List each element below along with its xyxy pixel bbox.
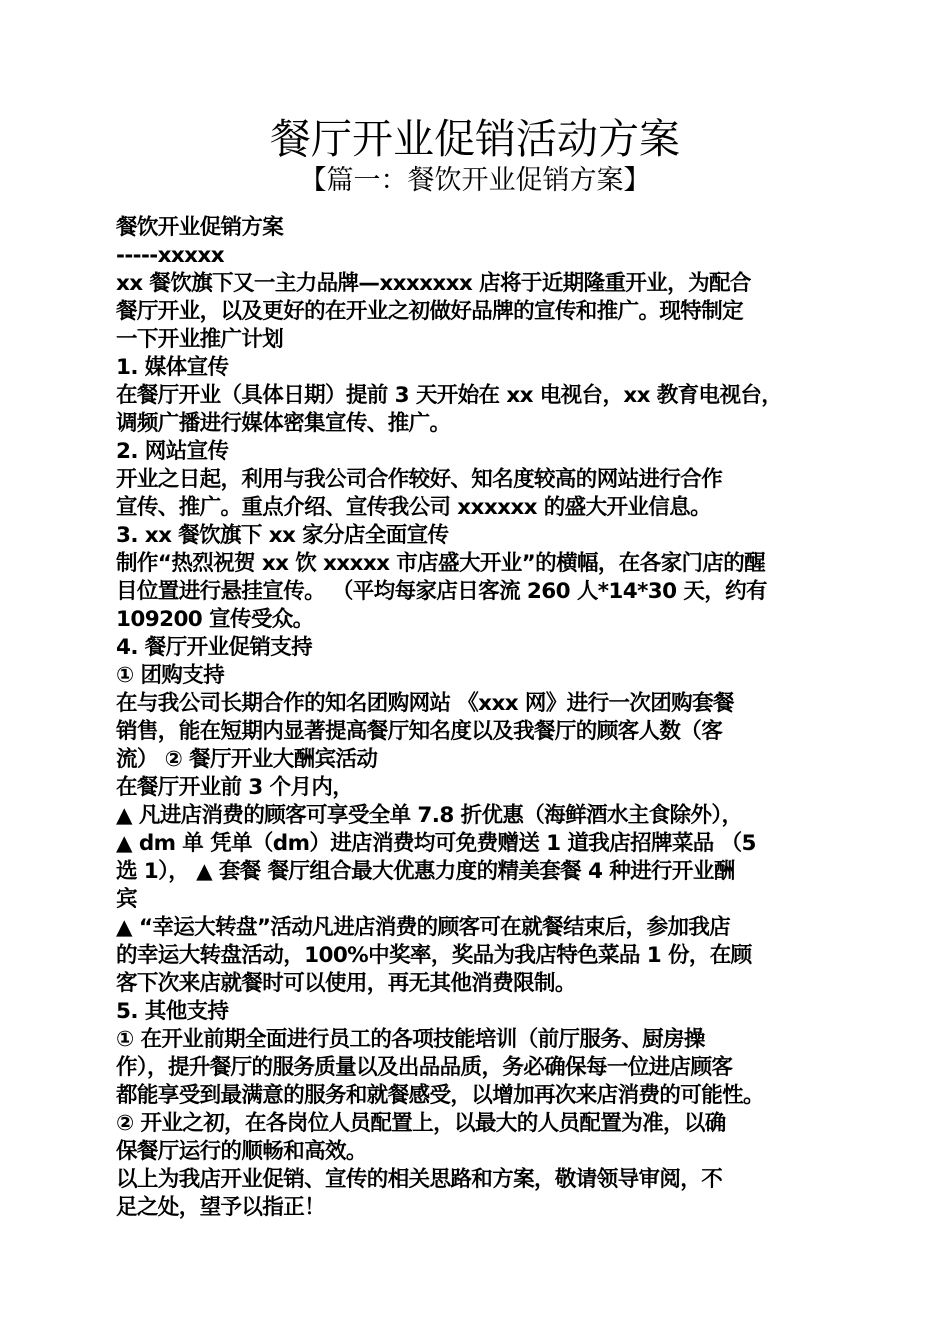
document-subtitle: 【篇一：餐饮开业促销方案】 <box>299 165 651 196</box>
paragraph-line: 都能享受到最满意的服务和就餐感受，以增加再次来店消费的可能性。 <box>116 1083 764 1108</box>
paragraph-line: 2. 网站宣传 <box>116 439 229 464</box>
paragraph-line: xx 餐饮旗下又一主力品牌—xxxxxxx 店将于近期隆重开业，为配合 <box>116 271 751 296</box>
paragraph-line: 开业之日起，利用与我公司合作较好、知名度较高的网站进行合作 <box>116 467 723 492</box>
paragraph-line: 宾 <box>116 887 137 912</box>
paragraph-line: 客下次来店就餐时可以使用，再无其他消费限制。 <box>116 971 576 996</box>
paragraph-line: ▲ “幸运大转盘”活动凡进店消费的顾客可在就餐结束后，参加我店 <box>116 915 731 940</box>
paragraph-line: 宣传、推广。重点介绍、宣传我公司 xxxxxx 的盛大开业信息。 <box>116 495 711 520</box>
paragraph-line: 109200 宣传受众。 <box>116 607 314 632</box>
paragraph-line: 作），提升餐厅的服务质量以及出品品质，务必确保每一位进店顾客 <box>116 1055 733 1080</box>
paragraph-line: 目位置进行悬挂宣传。 （平均每家店日客流 260 人*14*30 天，约有 <box>116 579 767 604</box>
paragraph-line: 一下开业推广计划 <box>116 327 284 352</box>
paragraph-line: 餐饮开业促销方案 <box>116 215 284 240</box>
paragraph-line: 5. 其他支持 <box>116 999 229 1024</box>
paragraph-line: 餐厅开业，以及更好的在开业之初做好品牌的宣传和推广。现特制定 <box>116 299 744 324</box>
paragraph-line: 制作“热烈祝贺 xx 饮 xxxxx 市店盛大开业”的横幅，在各家门店的醒 <box>116 551 766 576</box>
paragraph-line: 以上为我店开业促销、宣传的相关思路和方案，敬请领导审阅，不 <box>116 1167 723 1192</box>
paragraph-line: 3. xx 餐饮旗下 xx 家分店全面宣传 <box>116 523 449 548</box>
paragraph-line: 足之处，望予以指正！ <box>116 1195 326 1220</box>
paragraph-line: 4. 餐厅开业促销支持 <box>116 635 313 660</box>
paragraph-line: 的幸运大转盘活动，100%中奖率，奖品为我店特色菜品 1 份，在顾 <box>116 943 752 968</box>
paragraph-line: ② 开业之初，在各岗位人员配置上，以最大的人员配置为准，以确 <box>116 1111 726 1136</box>
paragraph-line: -----xxxxx <box>116 243 224 268</box>
paragraph-line: 调频广播进行媒体密集宣传、推广。 <box>116 411 451 436</box>
paragraph-line: ▲ dm 单 凭单（dm）进店消费均可免费赠送 1 道我店招牌菜品 （5 <box>116 831 756 856</box>
paragraph-line: ① 团购支持 <box>116 663 225 688</box>
paragraph-line: 1. 媒体宣传 <box>116 355 229 380</box>
document-title: 餐厅开业促销活动方案 <box>270 115 680 163</box>
paragraph-line: 在餐厅开业（具体日期）提前 3 天开始在 xx 电视台，xx 教育电视台， <box>116 383 783 408</box>
paragraph-line: ① 在开业前期全面进行员工的各项技能培训（前厅服务、厨房操 <box>116 1027 705 1052</box>
paragraph-line: 在餐厅开业前 3 个月内， <box>116 775 354 800</box>
paragraph-line: 销售，能在短期内显著提高餐厅知名度以及我餐厅的顾客人数（客 <box>116 719 723 744</box>
paragraph-line: 流） ② 餐厅开业大酬宾活动 <box>116 747 378 772</box>
paragraph-line: 在与我公司长期合作的知名团购网站 《xxx 网》进行一次团购套餐 <box>116 691 734 716</box>
document-body <box>116 214 846 1222</box>
paragraph-line: ▲ 凡进店消费的顾客可享受全单 7.8 折优惠（海鲜酒水主食除外）， <box>116 803 743 828</box>
paragraph-line: 保餐厅运行的顺畅和高效。 <box>116 1139 367 1164</box>
paragraph-line: 选 1）， ▲ 套餐 餐厅组合最大优惠力度的精美套餐 4 种进行开业酬 <box>116 859 735 884</box>
